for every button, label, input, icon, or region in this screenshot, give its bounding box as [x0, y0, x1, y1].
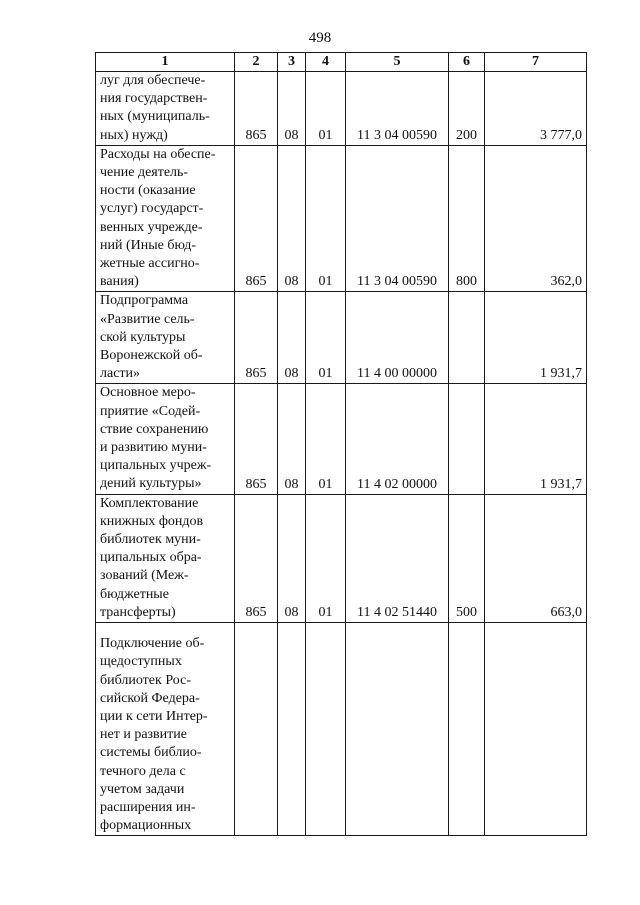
row-description: Подпрограмма «Развитие сель- ской культуры Воронежской об- ласти» [96, 292, 235, 384]
cell-col-4: 01 [306, 72, 346, 146]
cell-col-4: 01 [306, 494, 346, 622]
cell-col-6: 800 [449, 145, 485, 292]
table-row [96, 494, 587, 622]
cell-col-7: 1 931,7 [485, 384, 587, 494]
row-description: Подключение об- щедоступных библиотек Рос- сийской Федера- ции к сети Интер- нет и развитие системы библио- течного дела с учетом задачи расширения ин- формационных [96, 623, 235, 836]
column-header-1: 1 [96, 53, 235, 72]
cell-col-2: 865 [235, 384, 278, 494]
page-number: 498 [308, 30, 332, 46]
cell-col-2 [235, 623, 278, 836]
column-header-2: 2 [235, 53, 278, 72]
cell-col-5: 11 4 00 00000 [346, 292, 449, 384]
column-header-5: 5 [346, 53, 449, 72]
cell-col-5: 11 3 04 00590 [346, 72, 449, 146]
cell-col-3: 08 [278, 72, 306, 146]
cell-col-3: 08 [278, 494, 306, 622]
cell-col-4: 01 [306, 292, 346, 384]
cell-col-4 [306, 623, 346, 836]
cell-col-7: 663,0 [485, 494, 587, 622]
cell-col-3: 08 [278, 145, 306, 292]
column-header-7: 7 [485, 53, 587, 72]
cell-col-6 [449, 384, 485, 494]
cell-col-3: 08 [278, 292, 306, 384]
row-description: Комплектование книжных фондов библиотек муни- ципальных обра- зований (Меж- бюджетные трансферты) [96, 494, 235, 622]
cell-col-6 [449, 292, 485, 384]
cell-col-5 [346, 623, 449, 836]
cell-col-4: 01 [306, 384, 346, 494]
row-description: луг для обеспече- ния государствен- ных (муниципаль- ных) нужд) [96, 72, 235, 146]
cell-col-7 [485, 623, 587, 836]
column-header-3: 3 [278, 53, 306, 72]
cell-col-2: 865 [235, 494, 278, 622]
cell-col-2: 865 [235, 292, 278, 384]
cell-col-6 [449, 623, 485, 836]
table-row [96, 72, 587, 146]
row-description: Расходы на обеспе- чение деятель- ности (оказание услуг) государст- венных учрежде- ний (Иные бюд- жетные ассигно- вания) [96, 145, 235, 292]
cell-col-5: 11 4 02 51440 [346, 494, 449, 622]
table-row [96, 384, 587, 494]
cell-col-6: 500 [449, 494, 485, 622]
cell-col-5: 11 3 04 00590 [346, 145, 449, 292]
cell-col-2: 865 [235, 72, 278, 146]
table-header-row [96, 53, 587, 72]
cell-col-3: 08 [278, 384, 306, 494]
budget-table [95, 52, 587, 836]
column-header-4: 4 [306, 53, 346, 72]
cell-col-7: 3 777,0 [485, 72, 587, 146]
cell-col-5: 11 4 02 00000 [346, 384, 449, 494]
cell-col-4: 01 [306, 145, 346, 292]
cell-col-2: 865 [235, 145, 278, 292]
cell-col-7: 362,0 [485, 145, 587, 292]
cell-col-6: 200 [449, 72, 485, 146]
cell-col-7: 1 931,7 [485, 292, 587, 384]
table-row [96, 292, 587, 384]
table-row [96, 145, 587, 292]
row-description: Основное меро- приятие «Содей- ствие сохранению и развитию муни- ципальных учреж- дений культуры» [96, 384, 235, 494]
column-header-6: 6 [449, 53, 485, 72]
cell-col-3 [278, 623, 306, 836]
table-row [96, 623, 587, 836]
